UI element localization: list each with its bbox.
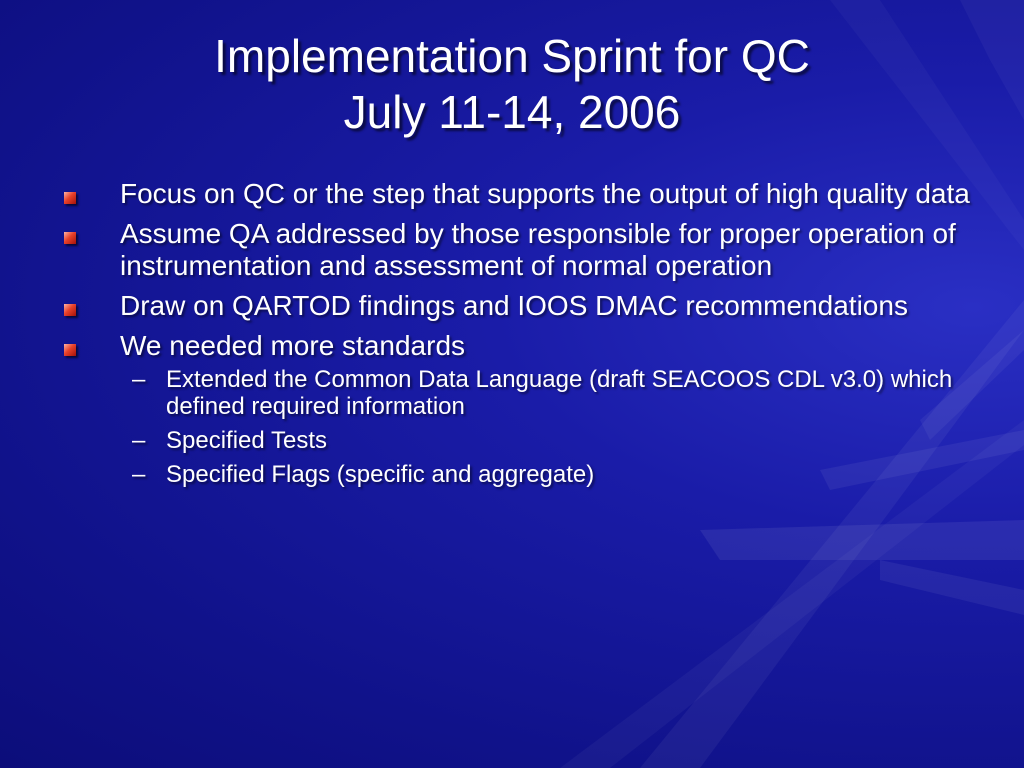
bullet-text: Assume QA addressed by those responsible for proper operation of instrumentation and assessment of normal operation bbox=[120, 218, 956, 281]
square-bullet-icon bbox=[64, 344, 76, 356]
bullet-item bbox=[62, 218, 982, 282]
dash-bullet-icon: – bbox=[132, 461, 146, 488]
sub-bullet-text: Specified Tests bbox=[166, 427, 327, 454]
sub-bullet-item bbox=[62, 461, 982, 488]
bullet-text: We needed more standards bbox=[120, 330, 466, 361]
sub-bullet-item bbox=[62, 366, 982, 420]
sub-bullet-list bbox=[62, 366, 982, 488]
square-bullet-icon bbox=[64, 304, 76, 316]
bullet-item bbox=[62, 178, 982, 210]
title-line-1: Implementation Sprint for QC bbox=[214, 30, 810, 82]
slide-title bbox=[0, 28, 1024, 140]
square-bullet-icon bbox=[64, 192, 76, 204]
square-bullet-icon bbox=[64, 232, 76, 244]
sub-bullet-item bbox=[62, 427, 982, 454]
sub-bullet-text: Specified Flags (specific and aggregate) bbox=[166, 461, 595, 488]
bullet-list bbox=[62, 178, 982, 495]
bullet-item bbox=[62, 290, 982, 322]
sub-bullet-text: Extended the Common Data Language (draft SEACOOS CDL v3.0) which defined required information bbox=[166, 366, 953, 420]
dash-bullet-icon: – bbox=[132, 366, 146, 393]
bullet-item bbox=[62, 330, 982, 362]
dash-bullet-icon: – bbox=[132, 427, 146, 454]
bullet-text: Draw on QARTOD findings and IOOS DMAC recommendations bbox=[120, 290, 908, 321]
bullet-text: Focus on QC or the step that supports the output of high quality data bbox=[120, 178, 970, 209]
title-line-2: July 11-14, 2006 bbox=[343, 86, 681, 138]
